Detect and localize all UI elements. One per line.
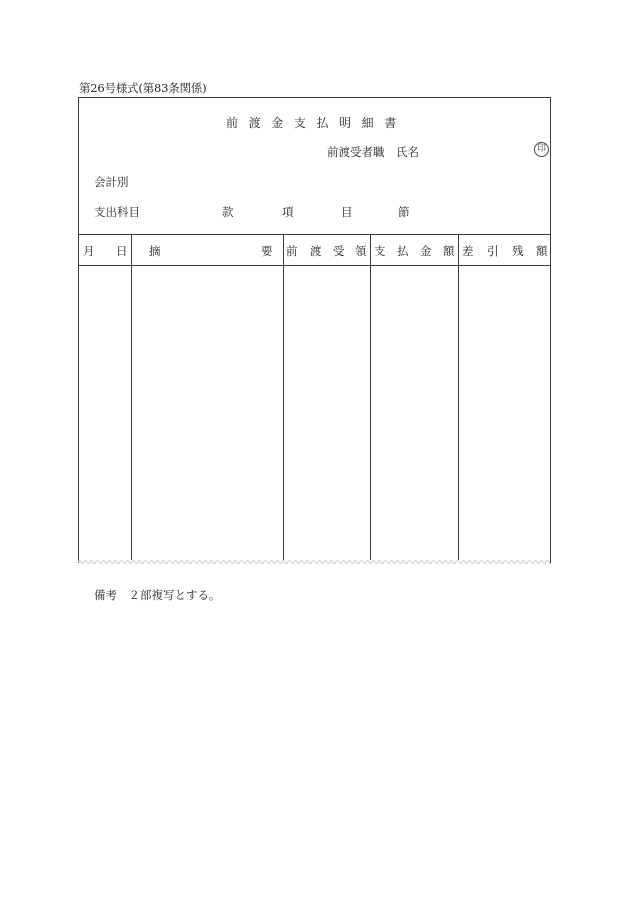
seal-icon: 印 [534,142,549,157]
header-balance-char-2: 引 [487,244,499,258]
header-top-border [78,234,551,235]
category-kan: 款 [222,205,234,219]
header-advance-char-4: 領 [355,244,367,258]
form-frame [78,97,551,563]
category-setsu: 節 [398,205,410,219]
form-title: 前 渡 金 支 払 明 細 書 [226,116,397,130]
header-balance-char-1: 差 [462,244,474,258]
header-summary-right: 要 [261,244,273,258]
header-payment-char-2: 払 [397,244,409,258]
category-kou: 項 [282,205,294,219]
header-advance-char-1: 前 [286,244,298,258]
column-divider-payment [458,234,459,560]
column-divider-date [131,234,132,560]
expenditure-label: 支出科目 [94,205,140,219]
column-divider-summary [283,234,284,560]
torn-edge-wave [78,558,551,568]
form-number: 第26号様式(第83条関係) [79,81,207,95]
header-payment-char-1: 支 [374,244,386,258]
footnote: 備考 ２部複写とする。 [94,588,221,602]
header-advance-char-3: 受 [333,244,345,258]
header-day: 日 [116,244,128,258]
header-balance-char-4: 額 [536,244,548,258]
header-month: 月 [83,244,95,258]
column-divider-advance [370,234,371,560]
header-payment-char-4: 額 [443,244,455,258]
category-moku: 目 [341,205,353,219]
header-balance-char-3: 残 [512,244,524,258]
account-label: 会計別 [94,175,129,189]
header-payment-char-3: 金 [420,244,432,258]
header-summary-left: 摘 [149,244,161,258]
recipient-name-label: 前渡受者職 氏名 [327,145,419,159]
header-advance-char-2: 渡 [310,244,322,258]
header-bottom-border [78,265,551,266]
